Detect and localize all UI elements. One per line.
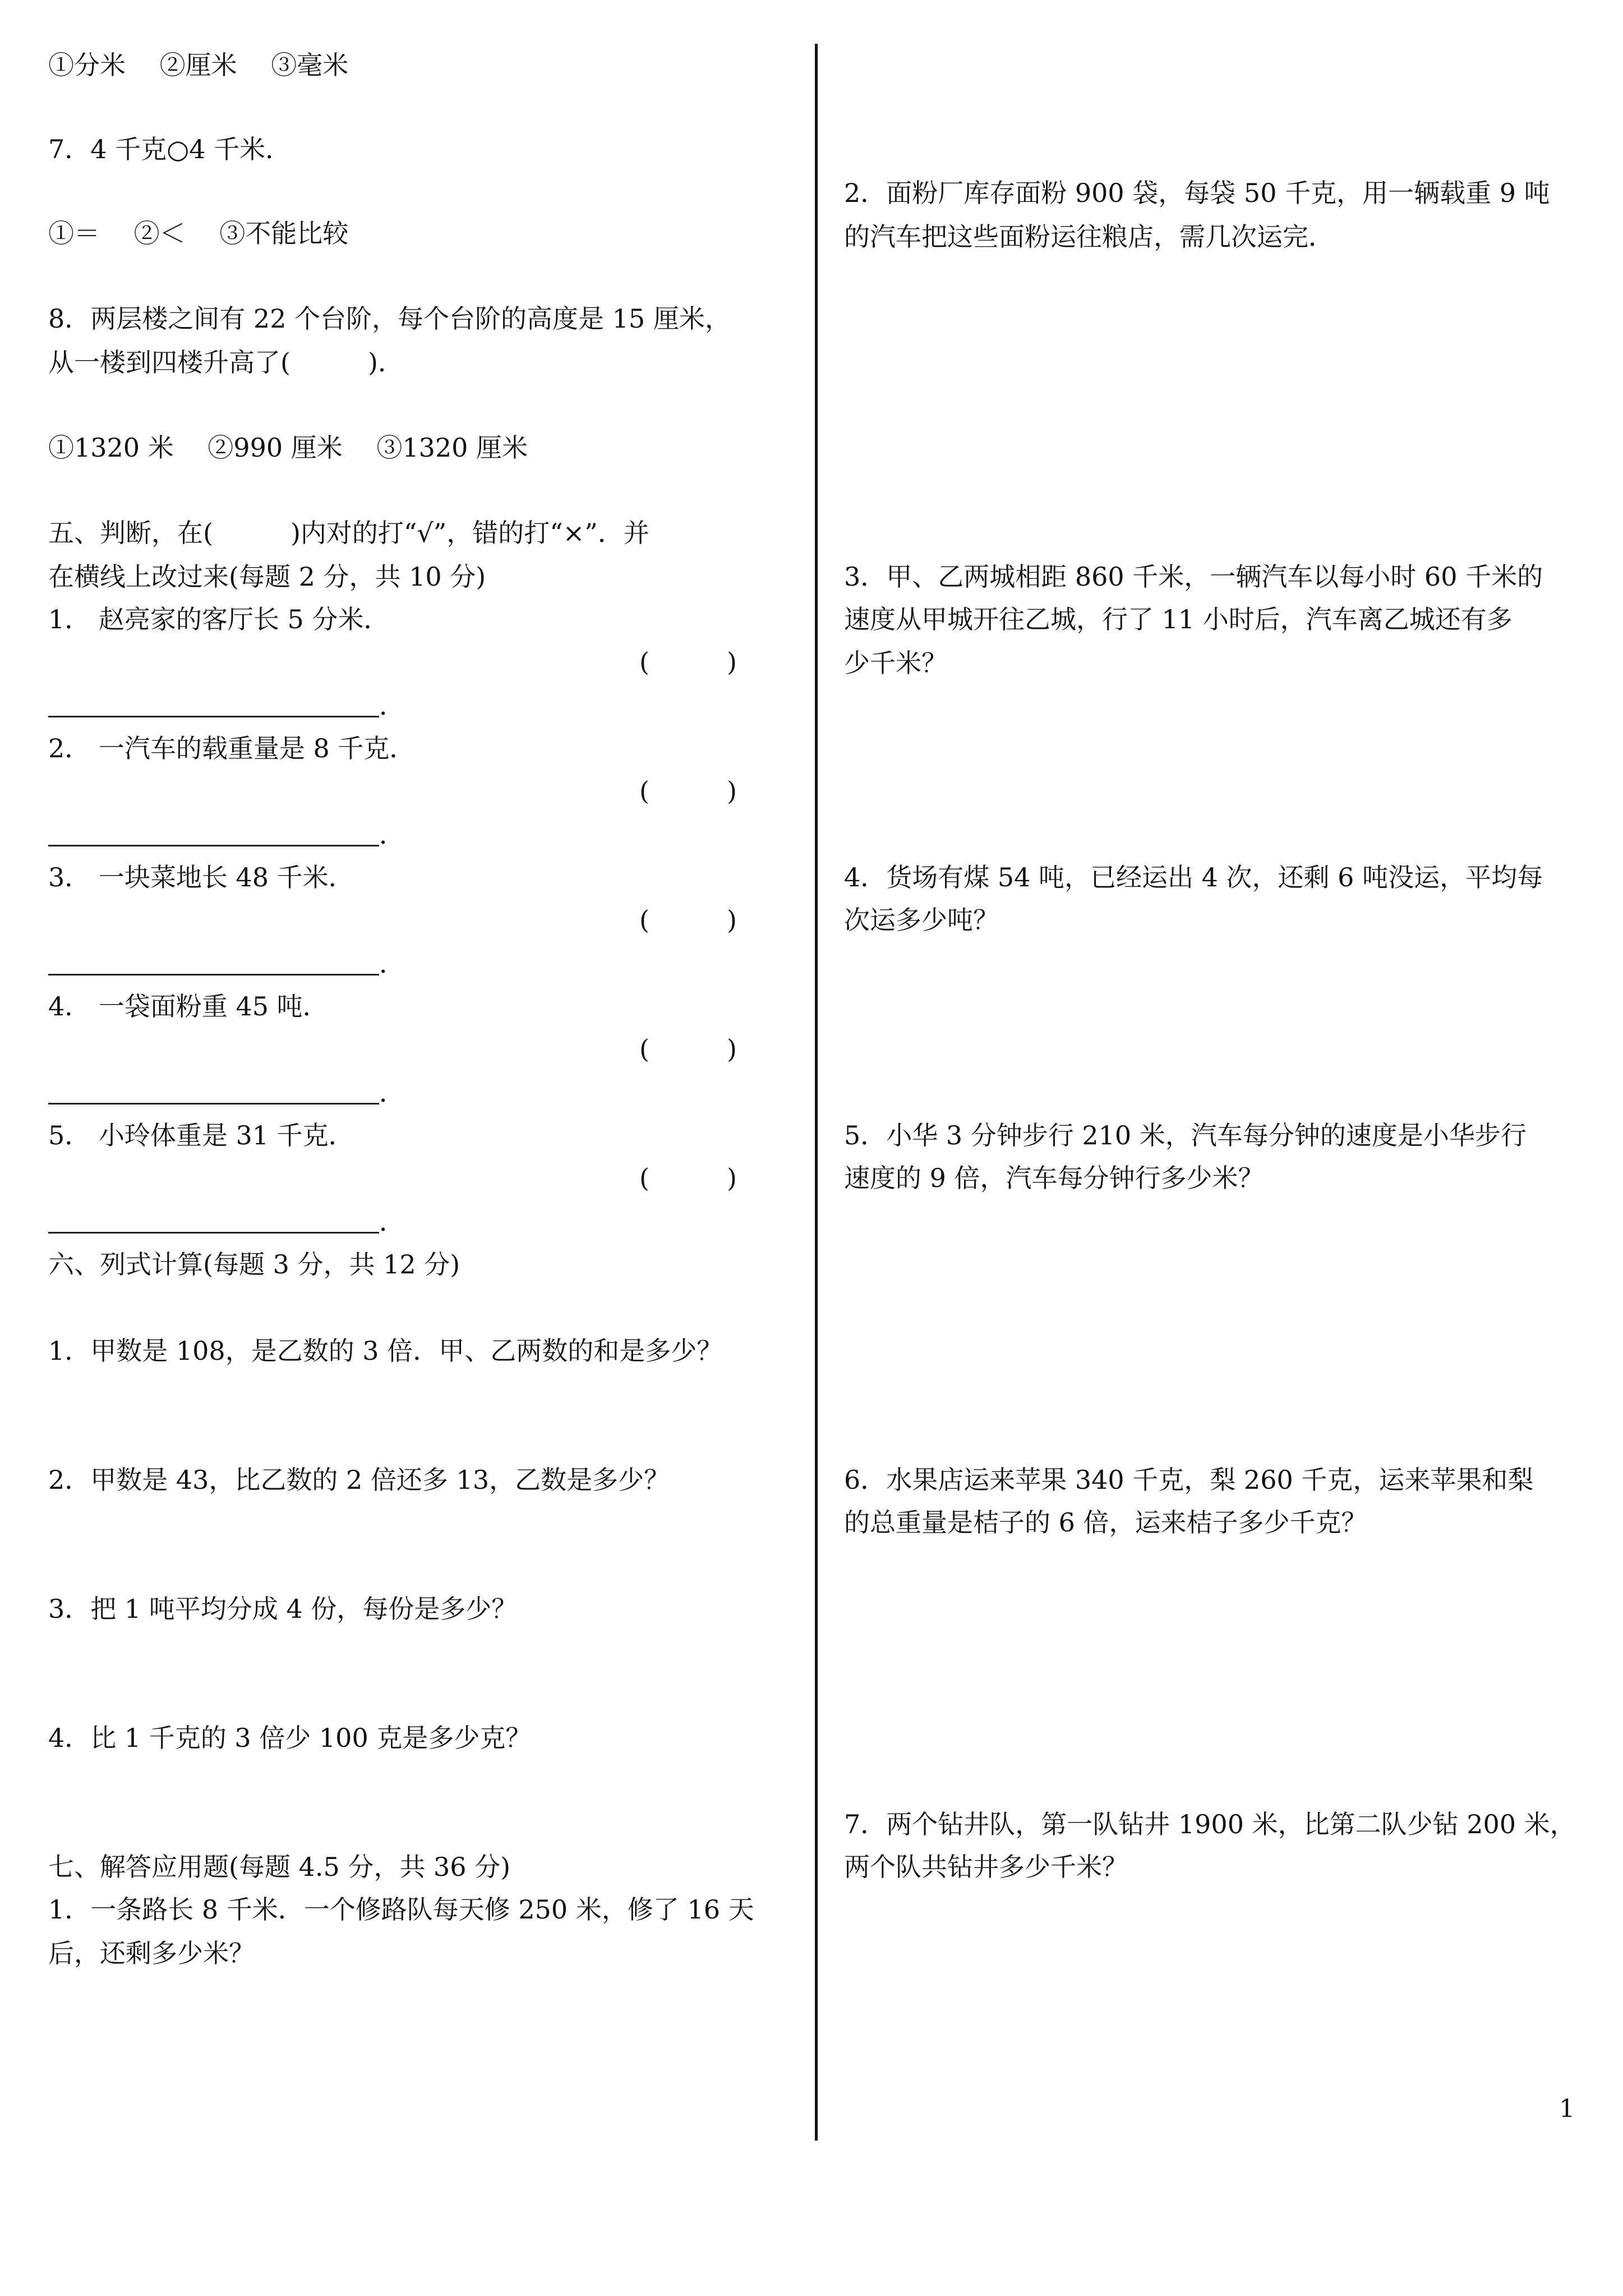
app-item-3-line2: 速度从甲城开往乙城，行了 11 小时后，汽车离乙城还有多 <box>844 604 1513 634</box>
q8-question-line1: 8．两层楼之间有 22 个台阶，每个台阶的高度是 15 厘米， <box>48 303 731 334</box>
judge-item-5: 5． 小玲体重是 31 千克． <box>48 1120 354 1151</box>
judge-item-1: 1． 赵亮家的客厅长 5 分米． <box>48 604 390 634</box>
app-item-7-line1: 7．两个钻井队，第一队钻井 1900 米，比第二队少钻 200 米， <box>844 1809 1576 1839</box>
blank-period: ． <box>379 1078 405 1108</box>
judge-correction-line-2[interactable] <box>48 813 405 856</box>
calc-item-1: 1．甲数是 108，是乙数的 3 倍．甲、乙两数的和是多少？ <box>48 1336 723 1366</box>
calc-item-4: 4．比 1 千克的 3 倍少 100 克是多少克？ <box>48 1723 532 1753</box>
judge-answer-paren-5[interactable]: ( ) <box>639 1163 737 1193</box>
app-item-6-line1: 6．水果店运来苹果 340 千克，梨 260 千克，运来苹果和梨 <box>844 1465 1534 1495</box>
judge-correction-line-3[interactable] <box>48 942 405 985</box>
section5-heading-line2: 在横线上改过来(每题 2 分，共 10 分) <box>48 562 486 592</box>
app-item-4-line1: 4．货场有煤 54 吨，已经运出 4 次，还剩 6 吨没运，平均每 <box>844 862 1543 892</box>
judge-item-4: 4． 一袋面粉重 45 吨． <box>48 991 329 1022</box>
app-item-2-line1: 2．面粉厂库存面粉 900 袋，每袋 50 千克，用一辆载重 9 吨 <box>844 178 1550 208</box>
page-number: 1 <box>1559 2095 1575 2123</box>
q8-options: ①1320 米 ②990 厘米 ③1320 厘米 <box>48 432 528 463</box>
column-divider <box>815 44 818 2141</box>
blank-period: ． <box>379 691 405 721</box>
app-item-3-line1: 3．甲、乙两城相距 860 千米，一辆汽车以每小时 60 千米的 <box>844 562 1543 592</box>
judge-correction-line-1[interactable] <box>48 684 405 727</box>
judge-correction-line-4[interactable] <box>48 1071 405 1114</box>
blank-period: ． <box>379 1207 405 1237</box>
app-item-5-line1: 5．小华 3 分钟步行 210 米，汽车每分钟的速度是小华步行 <box>844 1120 1527 1151</box>
app-item-7-line2: 两个队共钻井多少千米？ <box>844 1852 1128 1882</box>
app-item-5-line2: 速度的 9 倍，汽车每分钟行多少米？ <box>844 1163 1264 1193</box>
q6-options: ①分米 ②厘米 ③毫米 <box>48 50 349 80</box>
judge-item-3: 3． 一块菜地长 48 千米． <box>48 862 354 892</box>
judge-answer-paren-4[interactable]: ( ) <box>639 1034 737 1064</box>
q7-options: ①＝ ②＜ ③不能比较 <box>48 218 349 249</box>
judge-correction-line-5[interactable] <box>48 1200 405 1243</box>
judge-item-2: 2． 一汽车的载重量是 8 千克． <box>48 733 416 763</box>
blank-period: ． <box>379 820 405 850</box>
judge-answer-paren-2[interactable]: ( ) <box>639 776 737 806</box>
app-item-2-line2: 的汽车把这些面粉运往粮店，需几次运完． <box>844 222 1334 252</box>
calc-item-3: 3．把 1 吨平均分成 4 份，每份是多少？ <box>48 1594 518 1624</box>
calc-item-2: 2．甲数是 43，比乙数的 2 倍还多 13，乙数是多少？ <box>48 1465 670 1495</box>
judge-answer-paren-1[interactable]: ( ) <box>639 647 737 677</box>
judge-answer-paren-3[interactable]: ( ) <box>639 905 737 935</box>
section7-heading: 七、解答应用题(每题 4.5 分，共 36 分) <box>48 1852 511 1882</box>
app-item-4-line2: 次运多少吨？ <box>844 905 999 935</box>
q7-question: 7．4 千克○4 千米． <box>48 134 292 164</box>
section6-heading: 六、列式计算(每题 3 分，共 12 分) <box>48 1249 460 1280</box>
app-item-1-line1: 1．一条路长 8 千米．一个修路队每天修 250 米，修了 16 天 <box>48 1894 754 1925</box>
app-item-1-line2: 后，还剩多少米？ <box>48 1938 255 1968</box>
app-item-6-line2: 的总重量是桔子的 6 倍，运来桔子多少千克？ <box>844 1507 1367 1538</box>
q8-question-line2: 从一楼到四楼升高了( )． <box>48 347 404 378</box>
section5-heading-line1: 五、判断，在( )内对的打“√”，错的打“×”．并 <box>48 518 649 548</box>
app-item-3-line3: 少千米？ <box>844 648 947 678</box>
blank-period: ． <box>379 949 405 979</box>
